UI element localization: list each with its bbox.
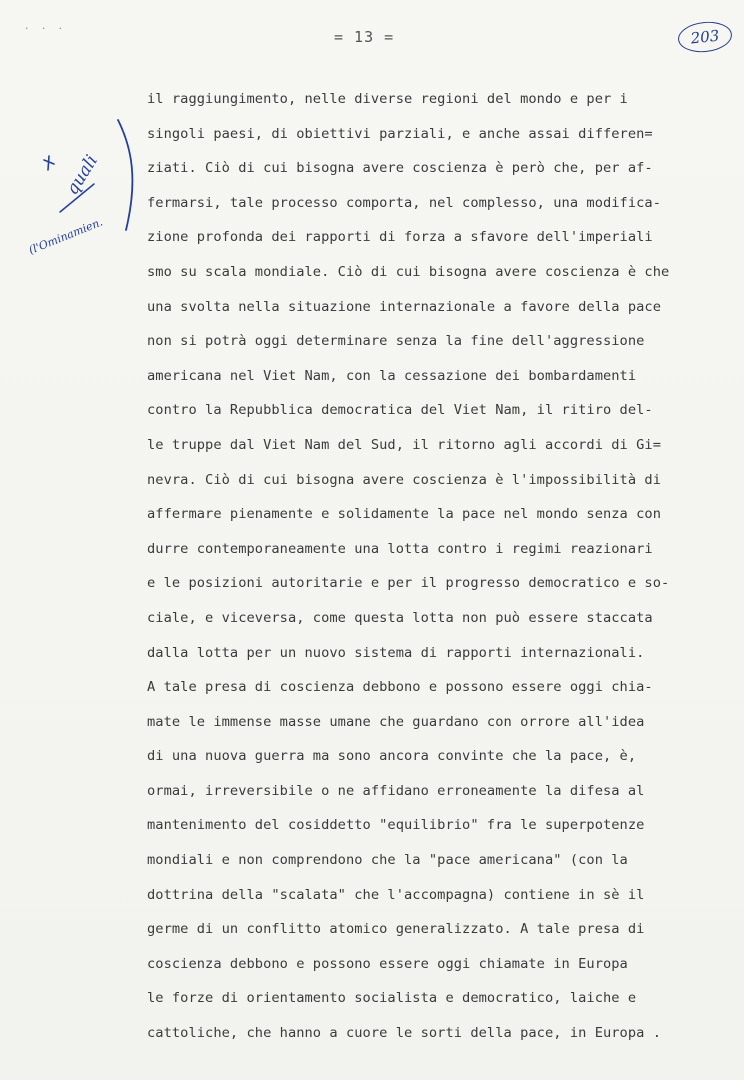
body-line: mondiali e non comprendono che la "pace americana" (con la bbox=[147, 852, 628, 869]
body-line: A tale presa di coscienza debbono e possono essere oggi chia- bbox=[147, 679, 653, 696]
body-line: ormai, irreversibile o ne affidano erroneamente la difesa al bbox=[147, 782, 645, 799]
body-line: durre contemporaneamente una lotta contro i regimi reazionari bbox=[147, 540, 653, 557]
body-line: il raggiungimento, nelle diverse regioni del mondo e per i bbox=[147, 91, 628, 107]
body-line: affermare pienamente e solidamente la pace nel mondo senza con bbox=[147, 506, 662, 523]
body-line: una svolta nella situazione internazionale a favore della pace bbox=[147, 298, 662, 315]
body-line: nevra. Ciò di cui bisogna avere coscienza è l'impossibilità di bbox=[147, 471, 662, 488]
body-line: mantenimento del cosiddetto "equilibrio" fra le superpotenze bbox=[147, 817, 645, 834]
body-line: ciale, e viceversa, come questa lotta non può essere staccata bbox=[147, 609, 653, 626]
body-line: coscienza debbono e possono essere oggi chiamate in Europa bbox=[147, 955, 628, 972]
body-line: le forze di orientamento socialista e democratico, laiche e bbox=[147, 990, 637, 1007]
body-line: le truppe dal Viet Nam del Sud, il ritorno agli accordi di Gi= bbox=[147, 436, 662, 453]
body-line: contro la Repubblica democratica del Viet Nam, il ritiro del- bbox=[147, 402, 653, 419]
body-line: di una nuova guerra ma sono ancora convinte che la pace, è, bbox=[147, 748, 637, 765]
body-line: germe di un conflitto atomico generalizzato. A tale presa di bbox=[147, 921, 645, 938]
body-line: e le posizioni autoritarie e per il progresso democratico e so- bbox=[147, 575, 670, 592]
margin-note-line-1: quali bbox=[62, 151, 103, 199]
edge-mark: . . . bbox=[24, 22, 67, 32]
typed-body-text bbox=[147, 84, 717, 1053]
folio-stamp bbox=[677, 19, 734, 54]
body-line: smo su scala mondiale. Ciò di cui bisogna avere coscienza è che bbox=[147, 263, 670, 280]
body-line: ziati. Ciò di cui bisogna avere coscienza è però che, per af- bbox=[147, 160, 653, 177]
body-line: zione profonda dei rapporti di forza a sfavore dell'imperiali bbox=[147, 229, 653, 246]
body-line: singoli paesi, di obiettivi parziali, e anche assai differen= bbox=[147, 125, 653, 142]
margin-note-line-2: (l'Ominamien. bbox=[26, 215, 105, 257]
margin-cross-mark bbox=[44, 156, 54, 170]
body-line: dalla lotta per un nuovo sistema di rapporti internazionali. bbox=[147, 644, 645, 661]
page-number: = 13 = bbox=[334, 28, 395, 46]
margin-bracket-stroke bbox=[118, 120, 132, 230]
body-line: non si potrà oggi determinare senza la fine dell'aggressione bbox=[147, 333, 645, 350]
body-line: americana nel Viet Nam, con la cessazione dei bombardamenti bbox=[147, 367, 637, 384]
handwritten-margin-note bbox=[14, 118, 144, 258]
body-line: fermarsi, tale processo comporta, nel complesso, una modifica- bbox=[147, 194, 662, 211]
body-line: dottrina della "scalata" che l'accompagna) contiene in sè il bbox=[147, 886, 645, 903]
folio-number: 203 bbox=[689, 26, 721, 48]
body-line: cattoliche, che hanno a cuore le sorti della pace, in Europa . bbox=[147, 1025, 662, 1042]
body-line: mate le immense masse umane che guardano con orrore all'idea bbox=[147, 713, 645, 730]
